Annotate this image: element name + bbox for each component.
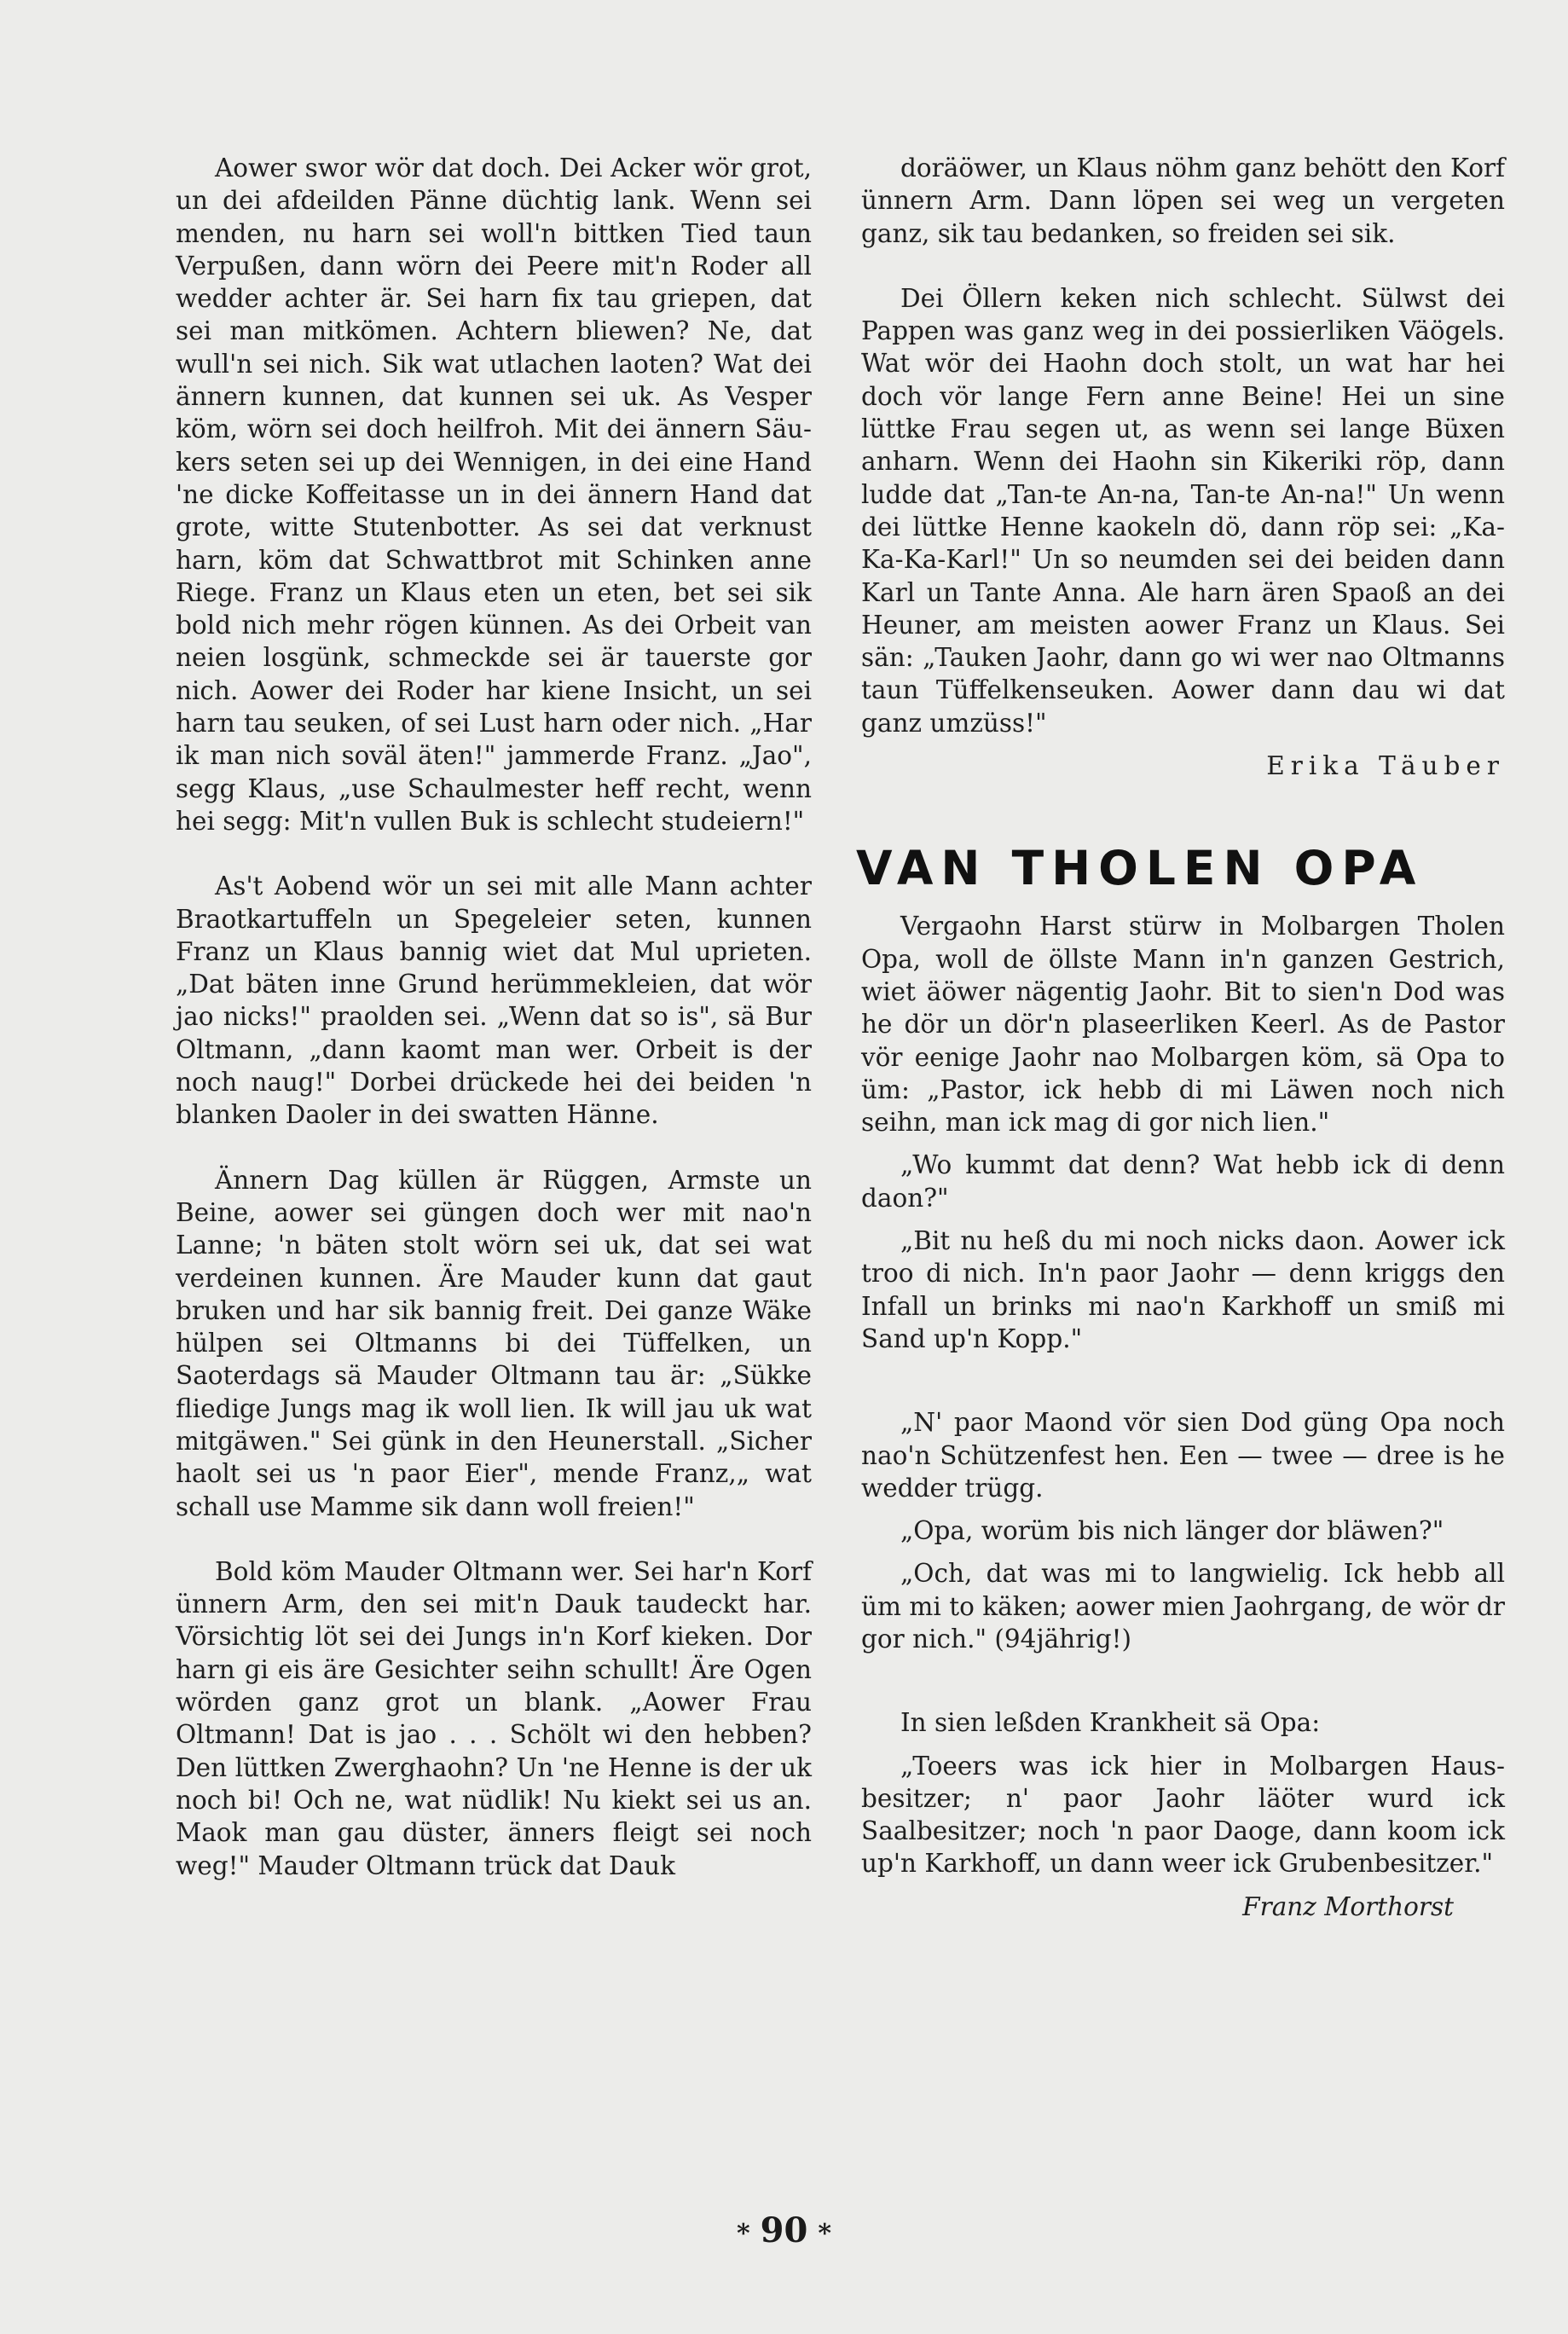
page-number-value: 90 xyxy=(760,2210,808,2250)
paragraph: Bold köm Mauder Oltmann wer. Sei har'n Korf ünnern Arm, den sei mit'n Dauk taudeckt har. Vörsichtig löt sei dei Jungs in'n Korf kieken. Dor harn gi eis äre Gesichter seihn schullt! Äre Ogen wörden ganz grot un blank. „Aower Frau Oltmann! Dat is jao . . . Schölt wi den hebben? Den lüttken Zwerghaohn? Un 'ne Henne is der uk noch bi! Och ne, wat nüdlik! Nu kiekt sei us an. Maok man gau düster, änners fleigt sei noch weg!" Mauder Oltmann trück dat Dauk xyxy=(176,1556,812,1880)
paragraph: „Opa, worüm bis nich länger dor bläwen?" xyxy=(900,1516,1444,1546)
paragraph: „N' paor Maond vör sien Dod güng Opa noch nao'n Schützenfest hen. Een — twee — dree is he wedder trügg. xyxy=(861,1408,1505,1503)
star-ornament-icon: * xyxy=(818,2218,832,2249)
paragraph: Ännern Dag küllen är Rüggen, Armste un Beine, aower sei güngen doch wer mit nao'n Lanne; 'n bäten stolt wörn sei uk, dat sei wat verdeinen kunnen. Äre Mauder kunn dat gaut bruken und har sik bannig freit. Dei ganze Wäke hülpen sei Oltmanns bi dei Tüffelken, un Saoterdags sä Mauder Oltmann tau är: „Sükke fliedige Jungs mag ik woll lien. Ik will jau uk wat mitgäwen." Sei günk in den Heunerstall. „Sicher haolt sei us 'n paor Eier", mende Franz,„ wat schall use Mamme sik dann woll freien!" xyxy=(176,1165,812,1521)
paragraph: „Bit nu heß du mi noch nicks daon. Aower ick troo di nich. In'n paor Jaohr — denn kriggs den Infall un brinks mi nao'n Karkhoff un smiß mi Sand up'n Kopp." xyxy=(861,1226,1505,1353)
page-number xyxy=(0,2210,1568,2250)
paragraph: Vergaohn Harst stürw in Molbargen Tholen Opa, woll de öllste Mann in'n ganzen Gestrich, wiet äöwer nägentig Jaohr. Bit to sien'n Dod was he dör un dör'n plaseerliken Keerl. As de Pastor vör eenige Jaohr nao Molbargen köm, sä Opa to üm: „Pastor, ick hebb di mi Läwen noch nich seihn, man ick mag di gor nich lien." xyxy=(861,912,1505,1138)
paragraph: In sien leßden Krankheit sä Opa: xyxy=(900,1708,1321,1738)
paragraph: „Toeers was ick hier in Molbargen Hausbesitzer; n' paor Jaohr läöter wurd ick Saalbesitzer; noch 'n paor Daoge, dann koom ick up'n Karkhoff, un dann weer ick Grubenbesitzer." xyxy=(861,1751,1505,1879)
paragraph: doräöwer, un Klaus nöhm ganz behött den Korf ünnern Arm. Dann löpen sei weg un vergeten ganz, sik tau bedanken, so freiden sei sik. xyxy=(861,153,1505,248)
star-ornament-icon: * xyxy=(736,2218,750,2249)
paragraph: As't Aobend wör un sei mit alle Mann achter Braotkartuffeln un Spegeleier seten, kunnen Franz un Klaus bannig wiet dat Mul uprieten. „Dat bäten inne Grund herümmekleien, dat wör jao nicks!" praolden sei. „Wenn dat so is", sä Bur Oltmann, „dann kaomt man wer. Orbeit is der noch naug!" Dorbei drückede hei dei beiden 'n blanken Daoler in dei swatten Hänne. xyxy=(176,872,812,1130)
right-column xyxy=(856,152,1505,1923)
paragraph: „Och, dat was mi to langwielig. Ick hebb all üm mi to käken; aower mien Jaohrgang, de wör dr gor nich." (94jährig!) xyxy=(861,1559,1505,1653)
story-author: Erika Täuber xyxy=(1266,751,1505,781)
story-title: VAN THOLEN OPA xyxy=(856,841,1424,896)
paragraph: Aower swor wör dat doch. Dei Acker wör grot, un dei afdeilden Pänne düchtig lank. Wenn sei menden, nu harn sei woll'n bittken Tied taun Verpußen, dann wörn dei Peere mit'n Roder all wedder achter är. Sei harn fix tau griepen, dat sei man mitkömen. Achtern bliewen? Ne, dat wull'n sei nich. Sik wat utlachen laoten? Wat dei ännern kunnen, dat kunnen sei uk. As Vesper köm, wörn sei doch heilfroh. Mit dei ännern Säukers seten sei up dei Wennigen, in dei eine Hand 'ne dicke Koffeitasse un in dei ännern Hand dat grote, witte Stutenbotter. As sei dat verknust harn, köm dat Schwattbrot mit Schinken anne Riege. Franz un Klaus eten un eten, bet sei sik bold nich mehr rögen künnen. As dei Orbeit van neien losgünk, schmeckde sei är tauerste gor nich. Aower dei Roder har kiene Insicht, un sei harn tau seuken, of sei Lust harn oder nich. „Har ik man nich soväl äten!" jammerde Franz. „Jao", segg Klaus, „use Schaulmester heff recht, wenn hei segg: Mit'n vullen Buk is schlecht studeiern!" xyxy=(176,153,812,836)
story-author: Franz Morthorst xyxy=(1242,1891,1454,1921)
paragraph: Dei Öllern keken nich schlecht. Sülwst dei Pappen was ganz weg in dei possierliken Väögels. Wat wör dei Haohn doch stolt, un wat har hei doch vör lange Fern anne Beine! Hei un sine lüttke Frau segen ut, as wenn sei lange Büxen anharn. Wenn dei Haohn sin Kikeriki röp, dann ludde dat „Tan-te An-na, Tan-te An-na!" Un wenn dei lüttke Henne kaokeln dö, dann röp sei: „Ka-Ka-Ka-Karl!" Un so neumden sei dei beiden dann Karl un Tante Anna. Ale harn ären Spaoß an dei Heuner, am meisten aower Franz un Klaus. Sei sän: „Tauken Jaohr, dann go wi wer nao Oltmanns taun Tüffelkenseuken. Aower dann dau wi dat ganz umzüss!" xyxy=(861,283,1505,738)
left-column xyxy=(176,152,812,1914)
paragraph: „Wo kummt dat denn? Wat hebb ick di denn daon?" xyxy=(861,1150,1505,1213)
